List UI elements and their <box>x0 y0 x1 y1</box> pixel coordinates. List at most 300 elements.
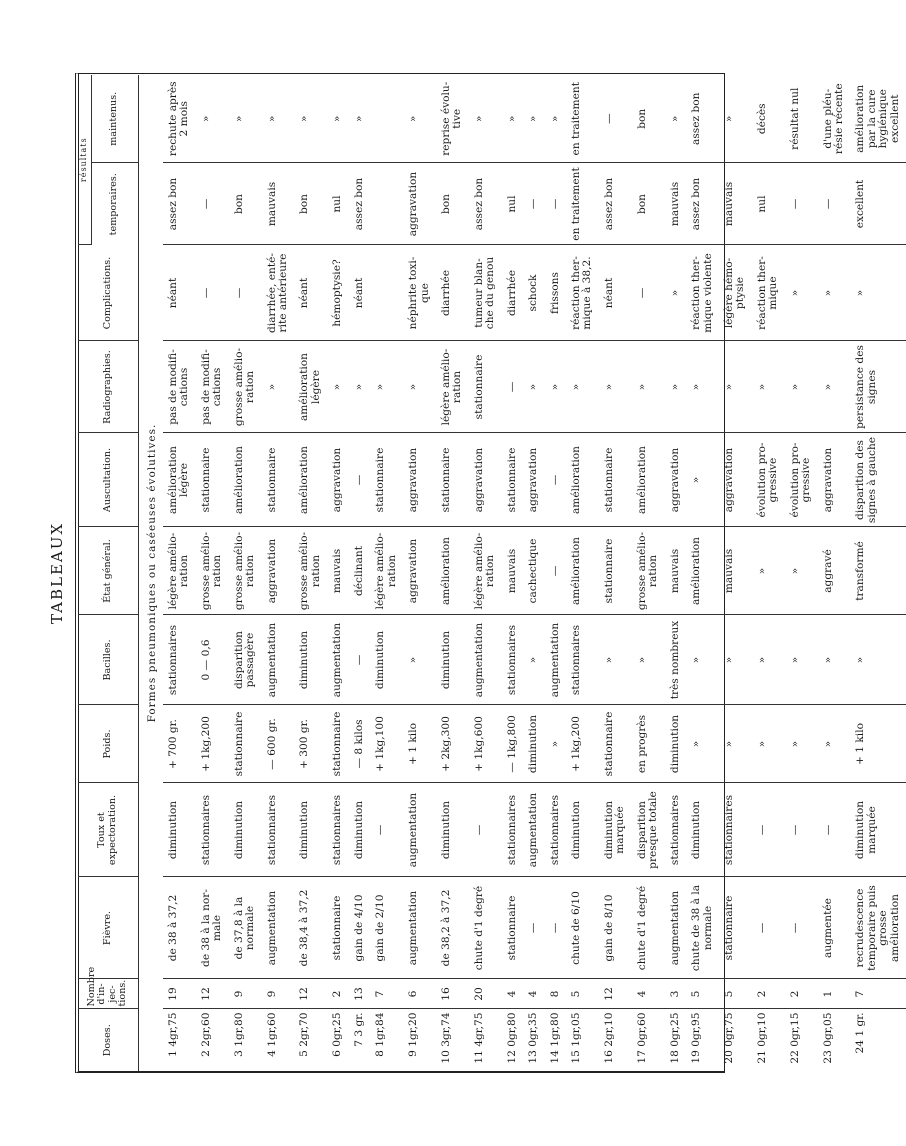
injections-cell: 4 <box>502 979 523 1009</box>
dose-value: 0gr,25 <box>331 1012 344 1051</box>
maintenus-cell: assez bon <box>686 75 719 163</box>
dose-value: 0gr,05 <box>821 1012 834 1051</box>
etat-general-cell: » <box>785 527 818 615</box>
header-etat-general: État général. <box>78 527 138 615</box>
fievre-cell: — <box>785 877 818 979</box>
etat-general-cell: grosse amélio- ration <box>294 527 327 615</box>
fievre-cell: gain de 8/10 <box>599 877 632 979</box>
etat-general-cell: amélioration <box>566 527 599 615</box>
row-number <box>229 1009 262 1071</box>
radiographies-cell: amélioration légère <box>294 341 327 433</box>
bacilles-cell: 0 — 0,6 <box>196 615 229 705</box>
maintenus-cell: » <box>349 75 370 163</box>
poids-cell: + 1kg,100 <box>370 705 403 783</box>
bacilles-cell: augmentation <box>469 615 502 705</box>
table-row <box>752 75 785 1071</box>
auscultation-cell: stationnaire <box>599 433 632 527</box>
fievre-cell: chute d'1 degré <box>469 877 502 979</box>
bacilles-cell: diminution <box>370 615 403 705</box>
complications-cell: diarrhée <box>502 245 523 341</box>
temporaires-cell: bon <box>632 163 665 245</box>
row-index: 2 <box>199 1050 212 1057</box>
toux-cell: diminution <box>349 783 370 877</box>
bacilles-cell: » <box>686 615 719 705</box>
row-index: 11 <box>472 1050 485 1064</box>
poids-cell: » <box>686 705 719 783</box>
fievre-cell: — <box>752 877 785 979</box>
temporaires-cell: nul <box>502 163 523 245</box>
row-number <box>403 1009 436 1071</box>
section-heading: Formes pneumoniques ou caséeuses évolutives. <box>145 423 158 723</box>
toux-cell: diminution <box>229 783 262 877</box>
fievre-cell: augmentation <box>665 877 686 979</box>
complications-cell: — <box>196 245 229 341</box>
fievre-cell: de 38 à 37,2 <box>163 877 196 979</box>
dose-value: 2gr,60 <box>199 1012 212 1051</box>
auscultation-cell: amélioration <box>566 433 599 527</box>
poids-cell: diminution <box>665 705 686 783</box>
auscultation-cell: aggravation <box>818 433 851 527</box>
maintenus-cell: » <box>545 75 566 163</box>
complications-cell: diarrhée <box>436 245 469 341</box>
etat-general-cell: légère amélio- ration <box>370 527 403 615</box>
toux-cell: stationnaires <box>665 783 686 877</box>
temporaires-cell: nul <box>327 163 348 245</box>
maintenus-cell: » <box>523 75 544 163</box>
row-number <box>370 1009 403 1071</box>
table-row <box>262 75 295 1071</box>
auscultation-cell: stationnaire <box>502 433 523 527</box>
complications-cell <box>370 245 403 341</box>
row-index: 22 <box>788 1050 801 1064</box>
row-index: 4 <box>265 1050 278 1057</box>
row-number <box>785 1009 818 1071</box>
radiographies-cell: légère amélio- ration <box>436 341 469 433</box>
auscultation-cell: — <box>545 433 566 527</box>
temporaires-cell: bon <box>229 163 262 245</box>
page-title: TABLEAUX <box>48 521 66 625</box>
poids-cell: en progrès <box>632 705 665 783</box>
etat-general-cell: mauvais <box>327 527 348 615</box>
toux-cell: stationnaires <box>502 783 523 877</box>
maintenus-cell: résultat nul <box>785 75 818 163</box>
temporaires-cell: — <box>196 163 229 245</box>
toux-cell: diminution <box>436 783 469 877</box>
etat-general-cell: transformé <box>850 527 906 615</box>
complications-cell: » <box>818 245 851 341</box>
toux-cell: stationnaires <box>196 783 229 877</box>
temporaires-cell: assez bon <box>163 163 196 245</box>
maintenus-cell: rechute après 2 mois <box>163 75 196 163</box>
header-complications: Complications. <box>78 245 138 341</box>
injections-cell: 7 <box>850 979 906 1009</box>
auscultation-cell: stationnaire <box>262 433 295 527</box>
row-number <box>196 1009 229 1071</box>
maintenus-cell: » <box>196 75 229 163</box>
poids-cell: » <box>719 705 752 783</box>
auscultation-cell: amélioration <box>632 433 665 527</box>
injections-cell: 5 <box>566 979 599 1009</box>
radiographies-cell: » <box>818 341 851 433</box>
auscultation-cell: — <box>349 433 370 527</box>
toux-cell: diminution <box>294 783 327 877</box>
dose-value: 2gr,70 <box>298 1012 311 1051</box>
bacilles-cell: diminution <box>294 615 327 705</box>
bacilles-cell: stationnaires <box>163 615 196 705</box>
temporaires-cell: en traitement <box>566 163 599 245</box>
row-number <box>632 1009 665 1071</box>
table-row <box>502 75 523 1071</box>
poids-cell: + 1kg,200 <box>566 705 599 783</box>
complications-cell: néphrite toxi- que <box>403 245 436 341</box>
fievre-cell: augmentée <box>818 877 851 979</box>
toux-cell: diminution <box>686 783 719 877</box>
toux-cell: — <box>469 783 502 877</box>
radiographies-cell: » <box>566 341 599 433</box>
maintenus-cell: » <box>469 75 502 163</box>
row-index: 1 <box>166 1050 179 1057</box>
temporaires-cell: mauvais <box>719 163 752 245</box>
table-row <box>403 75 436 1071</box>
maintenus-cell: d'une pléu- résie récente <box>818 75 851 163</box>
temporaires-cell: nul <box>752 163 785 245</box>
temporaires-cell: bon <box>294 163 327 245</box>
injections-cell: 3 <box>665 979 686 1009</box>
etat-general-cell: grosse amélio- ration <box>196 527 229 615</box>
row-index: 23 <box>821 1050 834 1064</box>
fievre-cell: de 38,4 à 37,2 <box>294 877 327 979</box>
toux-cell: diminution <box>566 783 599 877</box>
complications-cell: néant <box>349 245 370 341</box>
dose-value: 1gr,05 <box>570 1012 583 1051</box>
toux-cell: — <box>785 783 818 877</box>
dose-value: 0gr,35 <box>527 1012 540 1051</box>
radiographies-cell: » <box>403 341 436 433</box>
poids-cell: stationnaire <box>599 705 632 783</box>
etat-general-cell: légère amélio- ration <box>469 527 502 615</box>
row-index: 21 <box>755 1050 768 1064</box>
toux-cell: augmentation <box>523 783 544 877</box>
etat-general-cell: déclinant <box>349 527 370 615</box>
poids-cell: » <box>545 705 566 783</box>
complications-cell: diarrhée, enté- rite antérieure <box>262 245 295 341</box>
bacilles-cell: stationnaires <box>566 615 599 705</box>
injections-cell: 12 <box>599 979 632 1009</box>
etat-general-cell: légère amélio- ration <box>163 527 196 615</box>
dose-value: 0gr,80 <box>505 1012 518 1051</box>
row-number <box>436 1009 469 1071</box>
bacilles-cell: » <box>752 615 785 705</box>
table-row <box>599 75 632 1071</box>
radiographies-cell: pas de modifi- cations <box>196 341 229 433</box>
radiographies-cell: » <box>599 341 632 433</box>
fievre-cell: — <box>523 877 544 979</box>
bacilles-cell: » <box>403 615 436 705</box>
radiographies-cell: stationnaire <box>469 341 502 433</box>
row-number <box>163 1009 196 1071</box>
injections-cell: 13 <box>349 979 370 1009</box>
dose-value: 0gr,25 <box>668 1012 681 1051</box>
bacilles-cell: » <box>719 615 752 705</box>
toux-cell: — <box>818 783 851 877</box>
row-number <box>566 1009 599 1071</box>
header-radiographies: Radiographies. <box>78 341 138 433</box>
maintenus-cell: bon <box>632 75 665 163</box>
toux-cell: diminution marquée <box>850 783 906 877</box>
row-number <box>327 1009 348 1071</box>
dose-value: 3gr,74 <box>439 1012 452 1051</box>
poids-cell: » <box>818 705 851 783</box>
table-row <box>327 75 348 1071</box>
radiographies-cell: » <box>370 341 403 433</box>
table-row <box>686 75 719 1071</box>
temporaires-cell: bon <box>436 163 469 245</box>
fievre-cell: chute de 38 à la normale <box>686 877 719 979</box>
maintenus-cell: » <box>262 75 295 163</box>
auscultation-cell: stationnaire <box>370 433 403 527</box>
etat-general-cell: mauvais <box>502 527 523 615</box>
injections-cell: 1 <box>818 979 851 1009</box>
temporaires-cell: — <box>785 163 818 245</box>
bacilles-cell: diminution <box>436 615 469 705</box>
row-index: 3 <box>232 1050 245 1057</box>
temporaires-cell: aggravation <box>403 163 436 245</box>
table-row <box>370 75 403 1071</box>
table-row <box>196 75 229 1071</box>
auscultation-cell: amélioration <box>294 433 327 527</box>
row-index: 9 <box>407 1050 420 1057</box>
bacilles-cell: » <box>523 615 544 705</box>
complications-cell: frissons <box>545 245 566 341</box>
row-index: 13 <box>527 1050 540 1064</box>
dose-value: 1gr,60 <box>265 1012 278 1051</box>
row-index: 15 <box>570 1050 583 1064</box>
header-auscultation: Auscultation. <box>78 433 138 527</box>
temporaires-cell: assez bon <box>469 163 502 245</box>
etat-general-cell: aggravation <box>403 527 436 615</box>
fievre-cell: de 38 à la nor- male <box>196 877 229 979</box>
row-index: 24 <box>854 1040 867 1054</box>
maintenus-cell: décès <box>752 75 785 163</box>
maintenus-cell: reprise évolu- tive <box>436 75 469 163</box>
toux-cell: stationnaires <box>719 783 752 877</box>
table-row <box>665 75 686 1071</box>
radiographies-cell: » <box>665 341 686 433</box>
maintenus-cell: » <box>403 75 436 163</box>
bacilles-cell: augmentation <box>327 615 348 705</box>
complications-cell: » <box>665 245 686 341</box>
temporaires-cell: mauvais <box>665 163 686 245</box>
row-number <box>752 1009 785 1071</box>
table-row <box>469 75 502 1071</box>
row-index: 10 <box>439 1050 452 1064</box>
maintenus-cell: » <box>719 75 752 163</box>
table-row <box>545 75 566 1071</box>
auscultation-cell: aggravation <box>523 433 544 527</box>
toux-cell: diminution marquée <box>599 783 632 877</box>
auscultation-cell: évolution pro- gressive <box>752 433 785 527</box>
fievre-cell: augmentation <box>403 877 436 979</box>
row-index: 5 <box>298 1050 311 1057</box>
header-resultats: résultats <box>78 75 91 245</box>
row-number <box>719 1009 752 1071</box>
injections-cell: 12 <box>196 979 229 1009</box>
fievre-cell: augmentation <box>262 877 295 979</box>
fievre-cell: — <box>545 877 566 979</box>
bacilles-cell: » <box>785 615 818 705</box>
fievre-cell: chute d'1 degré <box>632 877 665 979</box>
fievre-cell: recrudescence temporaire puis grosse amélioration <box>850 877 906 979</box>
table-row <box>229 75 262 1071</box>
toux-cell: diminution <box>163 783 196 877</box>
row-index: 18 <box>668 1050 681 1064</box>
maintenus-cell: en traitement <box>566 75 599 163</box>
injections-cell: 5 <box>719 979 752 1009</box>
toux-cell: stationnaires <box>545 783 566 877</box>
row-number <box>502 1009 523 1071</box>
etat-general-cell: mauvais <box>719 527 752 615</box>
poids-cell: + 1 kilo <box>850 705 906 783</box>
injections-cell: 20 <box>469 979 502 1009</box>
dose-value: 4gr,75 <box>166 1012 179 1051</box>
auscultation-cell: amélioration <box>229 433 262 527</box>
auscultation-cell: stationnaire <box>436 433 469 527</box>
poids-cell: + 1kg,600 <box>469 705 502 783</box>
poids-cell: + 1 kilo <box>403 705 436 783</box>
bacilles-cell: augmentation <box>262 615 295 705</box>
row-number <box>850 1009 906 1071</box>
table-row <box>850 75 906 1071</box>
poids-cell: + 1kg,200 <box>196 705 229 783</box>
poids-cell: + 2kg,300 <box>436 705 469 783</box>
bacilles-cell: augmentation <box>545 615 566 705</box>
row-index: 20 <box>722 1050 735 1064</box>
row-index: 6 <box>331 1050 344 1057</box>
poids-cell: stationnaire <box>229 705 262 783</box>
radiographies-cell: » <box>327 341 348 433</box>
toux-cell: stationnaires <box>327 783 348 877</box>
injections-cell: 6 <box>403 979 436 1009</box>
table-row <box>163 75 196 1071</box>
toux-cell: stationnaires <box>262 783 295 877</box>
complications-cell: néant <box>599 245 632 341</box>
auscultation-cell: aggravation <box>403 433 436 527</box>
etat-general-cell: aggravation <box>262 527 295 615</box>
maintenus-cell: » <box>502 75 523 163</box>
injections-cell: 2 <box>785 979 818 1009</box>
row-index: 12 <box>505 1050 518 1064</box>
header-doses: Doses. <box>78 1009 138 1071</box>
temporaires-cell <box>370 163 403 245</box>
fievre-cell: gain de 4/10 <box>349 877 370 979</box>
bacilles-cell: disparition passagère <box>229 615 262 705</box>
header-maintenus: maintenus. <box>91 75 138 163</box>
injections-cell: 19 <box>163 979 196 1009</box>
bacilles-cell: stationnaires <box>502 615 523 705</box>
complications-cell: néant <box>163 245 196 341</box>
dose-value: 1gr,80 <box>548 1012 561 1051</box>
complications-cell: » <box>850 245 906 341</box>
dose-value: 4gr,75 <box>472 1012 485 1051</box>
row-number <box>294 1009 327 1071</box>
row-number <box>665 1009 686 1071</box>
temporaires-cell: — <box>818 163 851 245</box>
row-number <box>599 1009 632 1071</box>
injections-cell: 12 <box>294 979 327 1009</box>
temporaires-cell: assez bon <box>349 163 370 245</box>
dose-value: 0gr,10 <box>755 1012 768 1051</box>
maintenus-cell: » <box>229 75 262 163</box>
temporaires-cell: — <box>523 163 544 245</box>
etat-general-cell: grosse amélio- ration <box>229 527 262 615</box>
table-row <box>436 75 469 1071</box>
temporaires-cell: assez bon <box>599 163 632 245</box>
poids-cell: » <box>785 705 818 783</box>
complications-cell: — <box>632 245 665 341</box>
radiographies-cell: » <box>545 341 566 433</box>
radiographies-cell: » <box>785 341 818 433</box>
auscultation-cell: aggravation <box>665 433 686 527</box>
injections-cell: 5 <box>686 979 719 1009</box>
poids-cell: — 8 kilos <box>349 705 370 783</box>
etat-general-cell: stationnaire <box>599 527 632 615</box>
fievre-cell: stationnaire <box>719 877 752 979</box>
toux-cell: — <box>752 783 785 877</box>
poids-cell: + 700 gr. <box>163 705 196 783</box>
complications-cell: hémoptysie? <box>327 245 348 341</box>
etat-general-cell: — <box>545 527 566 615</box>
dose-value: 1gr,20 <box>407 1012 420 1051</box>
complications-cell: légère hémo- ptysie <box>719 245 752 341</box>
etat-general-cell: cachectique <box>523 527 544 615</box>
auscultation-cell: » <box>686 433 719 527</box>
dose-value: 0gr,60 <box>635 1012 648 1051</box>
table-row <box>719 75 752 1071</box>
dose-value: 3 gr. <box>352 1012 365 1041</box>
maintenus-cell: — <box>599 75 632 163</box>
table-row <box>294 75 327 1071</box>
toux-cell: — <box>370 783 403 877</box>
dose-value: 0gr,75 <box>722 1012 735 1051</box>
complications-cell: néant <box>294 245 327 341</box>
fievre-cell: stationnaire <box>502 877 523 979</box>
header-poids: Poids. <box>78 705 138 783</box>
radiographies-cell: persistance des signes <box>850 341 906 433</box>
radiographies-cell: » <box>262 341 295 433</box>
injections-cell: 2 <box>752 979 785 1009</box>
auscultation-cell: évolution pro- gressive <box>785 433 818 527</box>
injections-cell: 4 <box>523 979 544 1009</box>
radiographies-cell: » <box>523 341 544 433</box>
temporaires-cell: — <box>545 163 566 245</box>
bacilles-cell: » <box>818 615 851 705</box>
dose-value: 1gr,80 <box>232 1012 245 1051</box>
table-row <box>632 75 665 1071</box>
dose-value: 0gr,95 <box>690 1012 703 1051</box>
injections-cell: 9 <box>229 979 262 1009</box>
etat-general-cell: grosse amélio- ration <box>632 527 665 615</box>
auscultation-cell: amélioration légère <box>163 433 196 527</box>
radiographies-cell: » <box>686 341 719 433</box>
maintenus-cell: » <box>665 75 686 163</box>
radiographies-cell: pas de modifi- cations <box>163 341 196 433</box>
injections-cell: 7 <box>370 979 403 1009</box>
maintenus-cell: » <box>327 75 348 163</box>
table-row <box>785 75 818 1071</box>
injections-cell: 8 <box>545 979 566 1009</box>
poids-cell: » <box>752 705 785 783</box>
row-index: 17 <box>635 1050 648 1064</box>
